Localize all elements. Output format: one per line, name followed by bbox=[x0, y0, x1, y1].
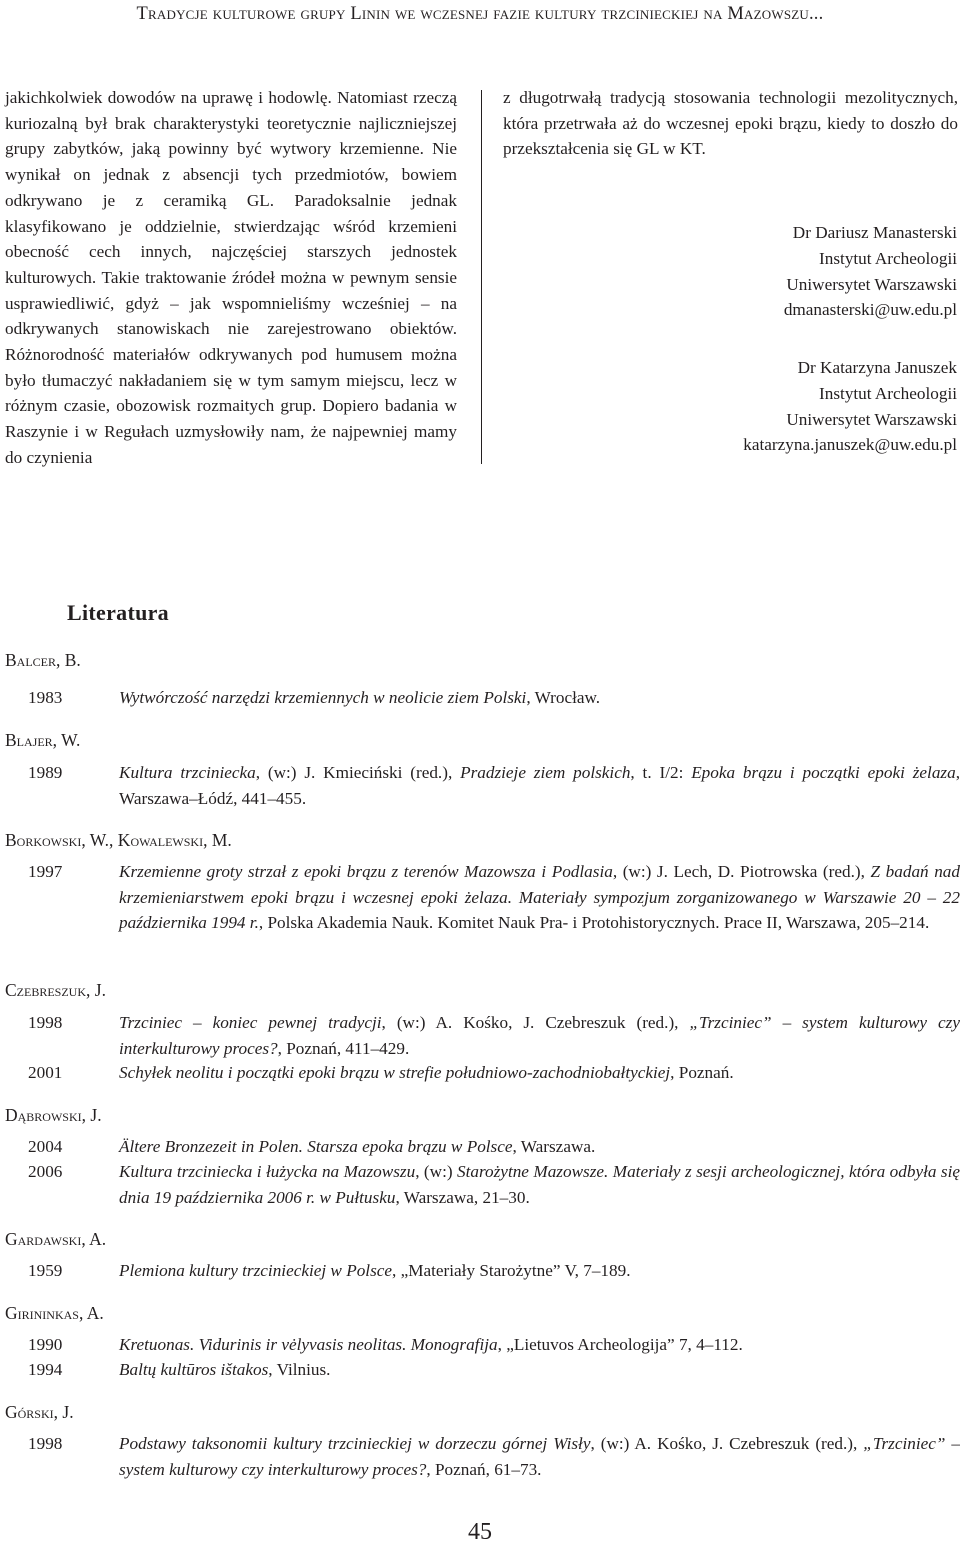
reference-author: Girininkas, A. bbox=[5, 1303, 104, 1323]
reference-details: , „Lietuvos Archeologija” 7, 4–112. bbox=[497, 1335, 743, 1354]
reference-details: , Vilnius. bbox=[268, 1360, 331, 1379]
author-email: dmanasterski@uw.edu.pl bbox=[783, 300, 957, 320]
literature-heading: Literatura bbox=[67, 600, 169, 625]
reference-volume-title: Epoka brązu i początki epoki żelaza bbox=[691, 763, 956, 782]
reference-year: 1990 bbox=[28, 1335, 63, 1354]
reference-title: Kultura trzciniecka i łużycka na Mazowszu bbox=[119, 1162, 416, 1181]
reference-title: Baltų kultūros ištakos bbox=[119, 1360, 269, 1379]
reference-year: 1998 bbox=[28, 1013, 63, 1032]
reference-source: Starożytne Mazowsze. Materiały z sesji archeologicznej, która odbyła się dnia 19 października 2006 r. w Pułtusku bbox=[119, 1162, 960, 1207]
reference-text bbox=[119, 685, 960, 711]
reference-source: „Trzciniec” – system kulturowy czy interkulturowy proces? bbox=[119, 1434, 960, 1479]
reference-year: 1997 bbox=[28, 862, 63, 881]
author-email: katarzyna.januszek@uw.edu.pl bbox=[743, 435, 957, 455]
reference-year: 1983 bbox=[28, 688, 63, 707]
reference-author: Czebreszuk, J. bbox=[5, 980, 106, 1000]
reference-year: 1959 bbox=[28, 1261, 63, 1280]
reference-source: „Trzciniec” – system kulturowy czy interkulturowy proces? bbox=[119, 1013, 960, 1058]
reference-details: , (w:) bbox=[415, 1162, 458, 1181]
author-university: Uniwersytet Warszawski bbox=[786, 274, 957, 294]
reference-year: 1998 bbox=[28, 1434, 63, 1453]
reference-title: Krzemienne groty strzał z epoki brązu z terenów Mazowsza i Podlasia bbox=[119, 862, 613, 881]
author-name: Dr Katarzyna Januszek bbox=[797, 358, 957, 377]
reference-details: , (w:) J. Lech, D. Piotrowska (red.), bbox=[612, 862, 871, 881]
reference-details: , Warszawa–Łódź, 441–455. bbox=[119, 763, 960, 808]
reference-title: Wytwórczość narzędzi krzemiennych w neolicie ziem Polski bbox=[119, 688, 527, 707]
reference-source: Z badań nad krzemieniarstwem epoki brązu i wczesnej epoki żelaza. Materiały sympozjum zorganizowanego w Warszawie 20 – 22 października 1994 r. bbox=[119, 862, 960, 932]
running-head: Tradycje kulturowe grupy Linin we wczesnej fazie kultury trzcinieckiej na Mazowszu... bbox=[136, 4, 824, 24]
reference-details: , (w:) A. Kośko, J. Czebreszuk (red.), bbox=[381, 1013, 690, 1032]
author-institute: Instytut Archeologii bbox=[819, 248, 957, 268]
reference-title: Schyłek neolitu i początki epoki brązu w strefie południowo-zachodniobałtyckiej bbox=[119, 1063, 671, 1082]
right-column-paragraph: z długotrwałą tradycją stosowania technologii mezolitycznych, która przetrwała aż do wczesnej epoki brązu, kiedy to doszło do przekształcenia się GL w KT. bbox=[503, 88, 958, 159]
reference-details: , Warszawa. bbox=[512, 1137, 596, 1156]
reference-author: Gardawski, A. bbox=[5, 1229, 107, 1249]
reference-year: 2001 bbox=[28, 1063, 63, 1082]
reference-title: Ältere Bronzezeit in Polen. Starsza epoka brązu w Polsce bbox=[119, 1137, 513, 1156]
reference-details: , Polska Akademia Nauk. Komitet Nauk Pra- i Protohistorycznych. Prace II, Warszawa, 205–214. bbox=[258, 913, 930, 932]
reference-title: Kretuonas. Vidurinis ir vėlyvasis neolitas. Monografija bbox=[119, 1335, 498, 1354]
reference-details: , Poznań, 61–73. bbox=[426, 1459, 542, 1479]
reference-details: , „Materiały Starożytne” V, 7–189. bbox=[392, 1261, 631, 1280]
author-affiliation-1 bbox=[517, 220, 957, 323]
reference-text bbox=[119, 1431, 960, 1482]
reference-author: Blajer, W. bbox=[5, 730, 81, 750]
author-name: Dr Dariusz Manasterski bbox=[792, 223, 957, 242]
reference-text bbox=[119, 1159, 960, 1210]
reference-source: Pradzieje ziem polskich bbox=[460, 763, 631, 782]
reference-text bbox=[119, 1258, 960, 1284]
reference-text bbox=[119, 1060, 960, 1086]
reference-details: , Warszawa, 21–30. bbox=[395, 1187, 530, 1207]
page-number: 45 bbox=[468, 1519, 492, 1545]
reference-text bbox=[119, 859, 960, 936]
reference-details: , Poznań. bbox=[670, 1063, 734, 1082]
reference-year: 1989 bbox=[28, 763, 63, 782]
reference-text bbox=[119, 1332, 960, 1358]
author-institute: Instytut Archeologii bbox=[819, 383, 957, 403]
left-column bbox=[5, 85, 457, 471]
reference-title: Podstawy taksonomii kultury trzcinieckiej w dorzeczu górnej Wisły bbox=[119, 1434, 591, 1453]
reference-details: , Poznań, 411–429. bbox=[277, 1038, 410, 1058]
reference-title: Plemiona kultury trzcinieckiej w Polsce bbox=[119, 1261, 393, 1280]
reference-text bbox=[119, 760, 960, 811]
reference-text bbox=[119, 1357, 960, 1383]
author-university: Uniwersytet Warszawski bbox=[786, 409, 957, 429]
reference-details: , t. I/2: bbox=[630, 763, 692, 782]
reference-text bbox=[119, 1010, 960, 1061]
reference-year: 2006 bbox=[28, 1162, 63, 1181]
reference-details: , Wrocław. bbox=[526, 688, 601, 707]
right-column bbox=[503, 85, 958, 162]
reference-title: Trzciniec – koniec pewnej tradycji bbox=[119, 1013, 382, 1032]
reference-author: Balcer, B. bbox=[5, 650, 81, 670]
left-column-paragraph: jakichkolwiek dowodów na uprawę i hodowlę. Natomiast rzeczą kuriozalną był brak charakterystyki teoretycznie najliczniejszej grupy zabytków, jaką powinny być wytwory krzemienne. Nie wynikał on jednak z absencji tych przedmiotów, bowiem odkrywano je z ceramiką GL. Paradoksalnie jednak klasyfikowano je oddzielnie, stwierdzając wśród krzemieni obecność cech innych, najczęściej starszych jednostek kulturowych. Takie traktowanie źródeł można w pewnym sensie usprawiedliwić, gdyż – jak wspomnieliśmy wcześniej – na odkrywanych stanowiskach nie zarejestrowano obiektów. Różnorodność materiałów odkrywanych pod humusem można było tłumaczyć nakładaniem się w tym samym miejscu, lecz w różnym czasie, obozowisk rozmaitych grup. Dopiero badania w Raszynie i w Regułach uzmysłowiły nam, że najpewniej mamy do czynienia bbox=[5, 88, 457, 467]
reference-year: 2004 bbox=[28, 1137, 63, 1156]
author-affiliation-2 bbox=[517, 355, 957, 458]
reference-author: Górski, J. bbox=[5, 1402, 74, 1422]
reference-title: Kultura trzciniecka bbox=[119, 763, 256, 782]
reference-details: , (w:) J. Kmieciński (red.), bbox=[255, 763, 461, 782]
reference-year: 1994 bbox=[28, 1360, 63, 1379]
reference-details: , (w:) A. Kośko, J. Czebreszuk (red.), bbox=[590, 1434, 864, 1453]
reference-text bbox=[119, 1134, 960, 1160]
reference-author: Dąbrowski, J. bbox=[5, 1105, 102, 1125]
column-divider bbox=[481, 90, 482, 464]
reference-author: Borkowski, W., Kowalewski, M. bbox=[5, 830, 232, 850]
